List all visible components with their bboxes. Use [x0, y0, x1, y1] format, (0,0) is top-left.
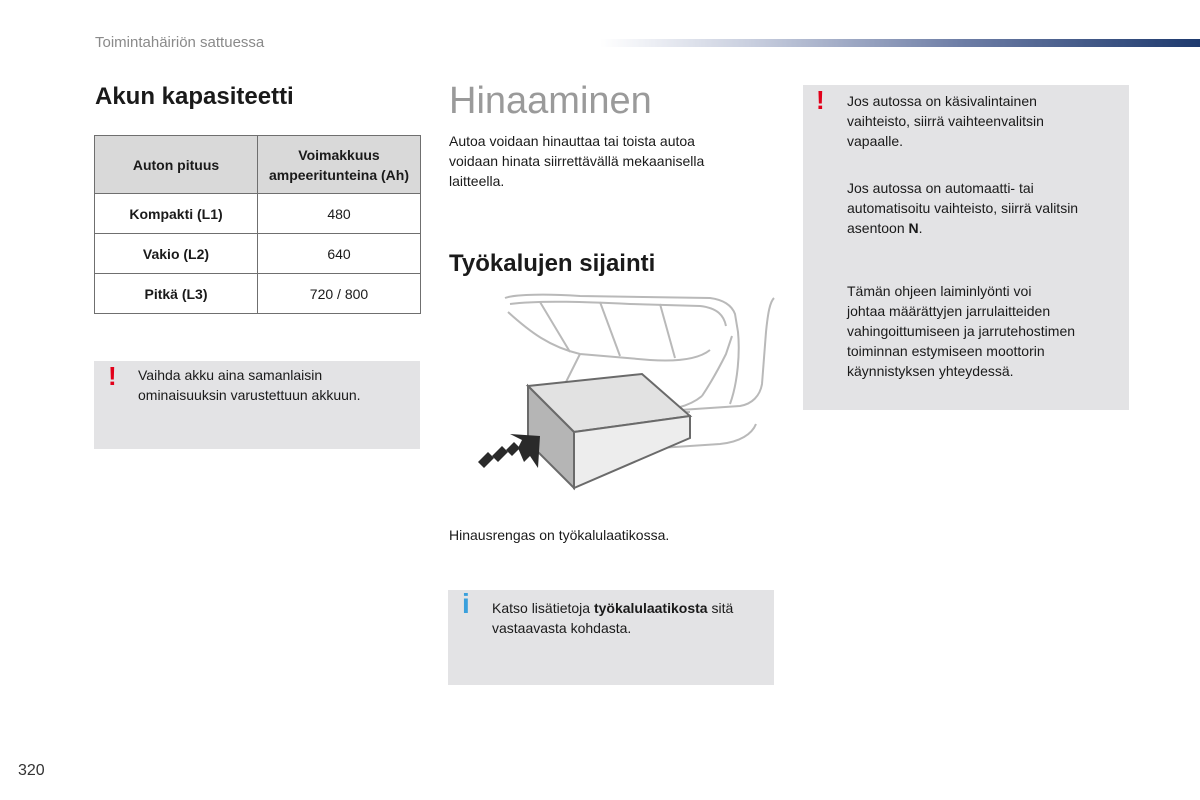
info-prefix: Katso lisätietoja: [492, 600, 594, 616]
toolbox-info-note: [448, 590, 774, 685]
towing-intro-line1: Autoa voidaan hinauttaa tai toista autoa: [449, 133, 695, 149]
battery-capacity-table: [94, 135, 421, 314]
toolbox-drawing: [528, 374, 690, 488]
running-header: Toimintahäiriön sattuessa: [95, 34, 265, 51]
p3-line4: toiminnan estymiseen moottorin: [847, 343, 1045, 359]
exclamation-icon: !: [816, 85, 825, 115]
gearbox-warning-p3: [847, 281, 1122, 381]
p1-line3: vapaalle.: [847, 133, 904, 149]
p1-line2: vaihteisto, siirrä vaihteenvalitsin: [847, 113, 1044, 129]
p3-line3: vahingoittumiseen ja jarrutehostimen: [847, 323, 1076, 339]
row-label: Vakio (L2): [95, 234, 258, 274]
toolbox-link-text: työkalulaatikosta: [593, 600, 708, 616]
table-row: [95, 274, 421, 314]
col-header-length: Auton pituus: [95, 136, 258, 194]
info-icon: i: [462, 588, 470, 619]
battery-warning-line2: ominaisuuksin varustettuun akkuun.: [138, 387, 361, 403]
p3-line2: johtaa määrättyjen jarrulaitteiden: [847, 303, 1051, 319]
arrow-icon: [478, 434, 540, 468]
row-value: 720 / 800: [258, 274, 421, 314]
p2-line3-bold: N: [908, 220, 919, 236]
toolbox-caption: Hinausrengas on työkalulaatikossa.: [449, 527, 670, 543]
p1-line1: Jos autossa on käsivalintainen: [847, 93, 1037, 109]
battery-warning-line1: Vaihda akku aina samanlaisin: [138, 367, 323, 383]
p2-line2: automatisoitu vaihteisto, siirrä valitsin: [847, 200, 1079, 216]
tools-location-heading: Työkalujen sijainti: [449, 250, 656, 277]
towing-intro-line2: voidaan hinata siirrettävällä mekaanisella: [449, 153, 705, 169]
row-value: 480: [258, 194, 421, 234]
col-header-current-line2: ampeeritunteina (Ah): [268, 166, 409, 183]
row-label: Kompakti (L1): [95, 194, 258, 234]
gearbox-warning-p2: [847, 178, 1122, 238]
gearbox-warning-note: [803, 85, 1129, 410]
col-header-current-line1: Voimakkuus: [298, 146, 380, 163]
info-suffix: sitä: [707, 600, 734, 616]
table-row: [95, 194, 421, 234]
p2-line3-suffix: .: [918, 220, 923, 236]
towing-intro-line3: laitteella.: [449, 173, 505, 189]
p3-line5: käynnistyksen yhteydessä.: [847, 363, 1014, 379]
table-header-row: [95, 136, 421, 194]
exclamation-icon: !: [108, 361, 117, 391]
battery-capacity-heading: Akun kapasiteetti: [95, 83, 294, 110]
page-number: 320: [18, 762, 45, 779]
battery-warning-note: [94, 361, 420, 449]
p3-line1: Tämän ohjeen laiminlyönti voi: [847, 283, 1032, 299]
p2-line1: Jos autossa on automaatti- tai: [847, 180, 1034, 196]
gearbox-warning-p1: [847, 91, 1122, 151]
col-header-current: [258, 136, 421, 194]
row-label: Pitkä (L3): [95, 274, 258, 314]
info-line2: vastaavasta kohdasta.: [492, 620, 632, 636]
towing-title: Hinaaminen: [449, 80, 652, 122]
row-value: 640: [258, 234, 421, 274]
p2-line3-prefix: asentoon: [847, 220, 909, 236]
toolbox-info-text: [492, 598, 767, 638]
table-row: [95, 234, 421, 274]
towing-intro: [449, 131, 769, 191]
seat-toolbox-illustration: [470, 292, 780, 492]
header-gradient-bar: [600, 39, 1200, 47]
battery-warning-text: [138, 365, 408, 405]
